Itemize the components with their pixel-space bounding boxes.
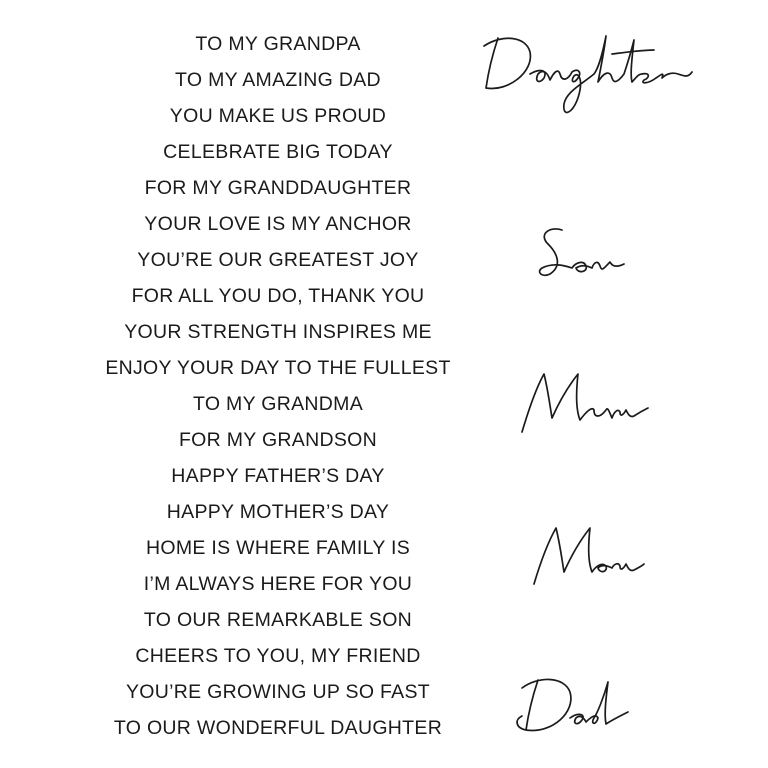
sentiment-to-my-grandma: TO MY GRANDMA: [192, 393, 364, 415]
sentiment-youre-our-greatest-joy: YOU’RE OUR GREATEST JOY: [137, 249, 419, 271]
sentiment-to-my-grandpa: TO MY GRANDPA: [195, 33, 361, 55]
sentiment-happy-fathers-day: HAPPY FATHER’S DAY: [171, 465, 385, 487]
script-word-mom: [528, 520, 648, 592]
script-word-son: [532, 222, 632, 290]
script-word-dad: [512, 670, 636, 740]
sentiment-home-is-where-family-is: HOME IS WHERE FAMILY IS: [145, 537, 411, 559]
sentiment-your-strength-inspires-me: YOUR STRENGTH INSPIRES ME: [124, 321, 432, 343]
sentiment-your-love-is-my-anchor: YOUR LOVE IS MY ANCHOR: [144, 213, 412, 235]
sentiment-for-my-granddaughter: FOR MY GRANDDAUGHTER: [144, 177, 412, 199]
sentiment-happy-mothers-day: HAPPY MOTHER’S DAY: [166, 501, 390, 523]
sentiment-you-make-us-proud: YOU MAKE US PROUD: [169, 105, 387, 127]
sentiment-to-our-remarkable-son: TO OUR REMARKABLE SON: [143, 609, 413, 631]
sentiment-youre-growing-up: YOU’RE GROWING UP SO FAST: [125, 681, 430, 703]
sentiment-cheers-to-you: CHEERS TO YOU, MY FRIEND: [135, 645, 421, 667]
sentiment-for-all-you-do: FOR ALL YOU DO, THANK YOU: [131, 285, 425, 307]
sentiment-celebrate-big-today: CELEBRATE BIG TODAY: [163, 141, 393, 163]
sentiment-im-always-here: I’M ALWAYS HERE FOR YOU: [143, 573, 413, 595]
sentiment-to-my-amazing-dad: TO MY AMAZING DAD: [175, 69, 381, 91]
sentiment-list: [60, 26, 496, 746]
sentiment-to-our-wonderful-daughter: TO OUR WONDERFUL DAUGHTER: [113, 717, 443, 739]
script-word-daughter: [478, 28, 698, 126]
sentiment-for-my-grandson: FOR MY GRANDSON: [178, 429, 378, 451]
script-word-mum: [514, 366, 654, 440]
sentiment-enjoy-your-day: ENJOY YOUR DAY TO THE FULLEST: [105, 357, 451, 379]
